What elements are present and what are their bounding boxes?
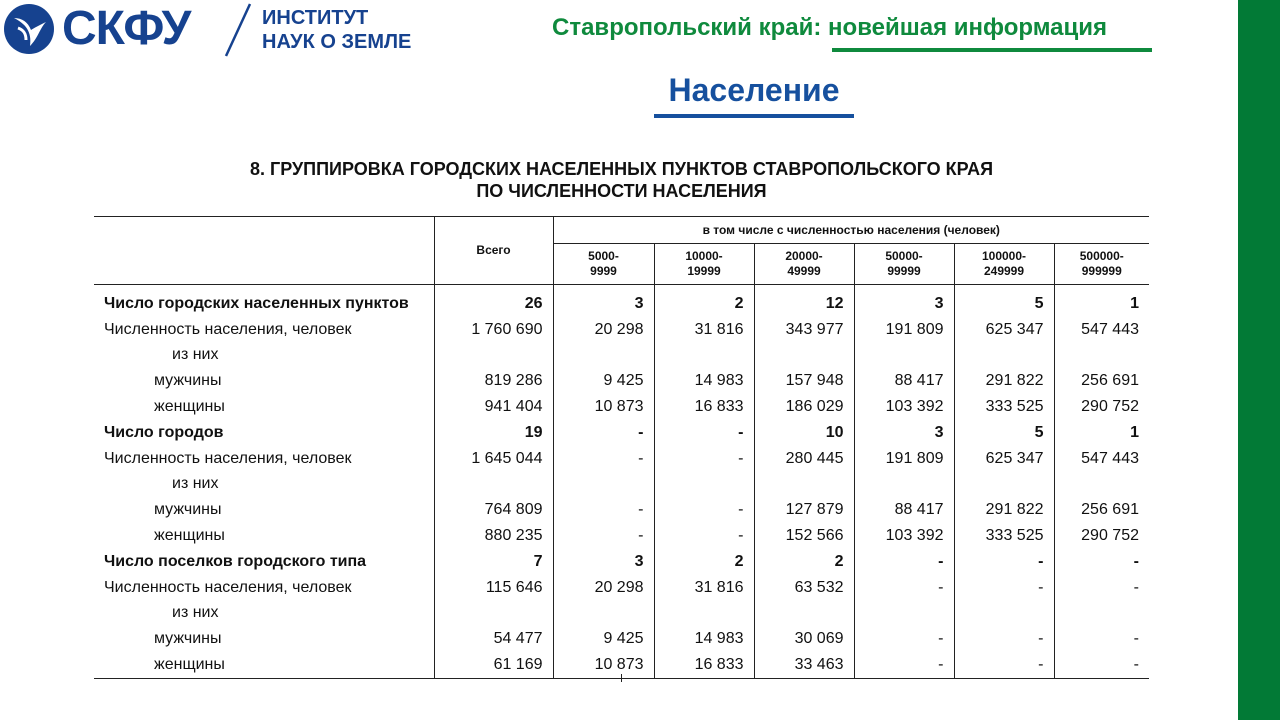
- cell-range-0: 9 425: [553, 368, 654, 394]
- row-label: мужчины: [154, 630, 222, 648]
- cell-range-4: [954, 343, 1054, 369]
- cell-range-1: [654, 472, 754, 498]
- range-header-part: 49999: [787, 264, 821, 278]
- table-row: [94, 601, 1149, 627]
- cell-total: 19: [434, 420, 553, 446]
- cell-range-1: [654, 601, 754, 627]
- table-row: [94, 549, 1149, 575]
- cell-range-2: [754, 472, 854, 498]
- table-title: [94, 158, 1149, 202]
- cell-range-0: [553, 343, 654, 369]
- cell-range-1: 16 833: [654, 394, 754, 420]
- cell-range-0: 9 425: [553, 626, 654, 652]
- cell-range-2: 280 445: [754, 446, 854, 472]
- logo-wordmark: СКФУ: [62, 2, 191, 55]
- row-label: Численность населения, человек: [104, 449, 352, 467]
- cell-total: 819 286: [434, 368, 553, 394]
- cell-range-4: 625 347: [954, 446, 1054, 472]
- range-header-part: 99999: [887, 264, 921, 278]
- cell-range-1: 14 983: [654, 368, 754, 394]
- cell-range-5: [1054, 343, 1149, 369]
- cell-range-1: -: [654, 497, 754, 523]
- cell-range-3: [854, 472, 954, 498]
- right-accent-bar: [1238, 0, 1280, 720]
- header-total: Всего: [434, 217, 553, 285]
- cell-range-1: 2: [654, 549, 754, 575]
- row-label: из них: [172, 604, 219, 622]
- range-header-part: 10000-: [685, 249, 723, 263]
- cell-range-2: [754, 601, 854, 627]
- cell-total: [434, 472, 553, 498]
- table-row: [94, 285, 1149, 317]
- university-logo: [4, 4, 190, 54]
- table-row: [94, 497, 1149, 523]
- cell-range-1: 31 816: [654, 575, 754, 601]
- row-label: из них: [172, 475, 219, 493]
- row-label: мужчины: [154, 372, 222, 390]
- cell-range-4: [954, 472, 1054, 498]
- range-header-1: [654, 244, 754, 285]
- cell-range-2: 63 532: [754, 575, 854, 601]
- range-header-part: 249999: [983, 264, 1025, 278]
- range-header-0: [553, 244, 654, 285]
- cell-range-5: 547 443: [1054, 317, 1149, 343]
- cell-range-2: 12: [754, 285, 854, 317]
- cell-range-2: 157 948: [754, 368, 854, 394]
- cell-range-3: 103 392: [854, 523, 954, 549]
- cell-range-5: -: [1054, 575, 1149, 601]
- table-title-line-1: 8. ГРУППИРОВКА ГОРОДСКИХ НАСЕЛЕННЫХ ПУНКТОВ СТАВРОПОЛЬСКОГО КРАЯ: [249, 159, 994, 179]
- cell-total: 115 646: [434, 575, 553, 601]
- cell-range-4: 291 822: [954, 497, 1054, 523]
- row-label: из них: [172, 346, 219, 364]
- cell-range-0: 10 873: [553, 652, 654, 678]
- table-row: [94, 317, 1149, 343]
- table-body: [94, 285, 1149, 679]
- table-row: [94, 368, 1149, 394]
- cell-total: [434, 343, 553, 369]
- cell-range-5: 547 443: [1054, 446, 1149, 472]
- table-row: [94, 343, 1149, 369]
- cell-range-2: [754, 343, 854, 369]
- cell-range-5: 290 752: [1054, 394, 1149, 420]
- cell-range-2: 343 977: [754, 317, 854, 343]
- cell-range-4: -: [954, 575, 1054, 601]
- cell-range-5: [1054, 601, 1149, 627]
- cell-range-1: 31 816: [654, 317, 754, 343]
- range-header-part: 20000-: [785, 249, 823, 263]
- cell-range-5: -: [1054, 626, 1149, 652]
- logo-divider: [220, 2, 254, 58]
- cell-total: 61 169: [434, 652, 553, 678]
- cell-total: [434, 601, 553, 627]
- table-row: [94, 472, 1149, 498]
- cell-range-2: 152 566: [754, 523, 854, 549]
- range-header-3: [854, 244, 954, 285]
- cell-range-4: 625 347: [954, 317, 1054, 343]
- cell-range-4: -: [954, 626, 1054, 652]
- cell-range-3: 3: [854, 285, 954, 317]
- cell-total: 941 404: [434, 394, 553, 420]
- cell-total: 54 477: [434, 626, 553, 652]
- cell-total: 764 809: [434, 497, 553, 523]
- section-underline: [654, 114, 854, 118]
- cell-range-4: 333 525: [954, 394, 1054, 420]
- cell-range-2: 127 879: [754, 497, 854, 523]
- range-header-part: 19999: [687, 264, 721, 278]
- cell-range-5: [1054, 472, 1149, 498]
- cell-range-0: 20 298: [553, 317, 654, 343]
- cell-range-1: -: [654, 523, 754, 549]
- row-label: Число поселков городского типа: [104, 552, 367, 570]
- row-label: женщины: [154, 656, 225, 674]
- institute-line-2: НАУК О ЗЕМЛЕ: [262, 31, 412, 53]
- cell-range-1: [654, 343, 754, 369]
- table-title-line-2: ПО ЧИСЛЕННОСТИ НАСЕЛЕНИЯ: [476, 181, 767, 201]
- institute-name: [262, 6, 411, 54]
- table-row: [94, 446, 1149, 472]
- cell-range-2: 186 029: [754, 394, 854, 420]
- header-underline: [832, 48, 1152, 52]
- cell-range-5: 256 691: [1054, 497, 1149, 523]
- cell-range-2: 30 069: [754, 626, 854, 652]
- cell-range-4: 5: [954, 420, 1054, 446]
- header-group: в том числе с численностью населения (человек): [553, 217, 1149, 244]
- cell-range-0: -: [553, 446, 654, 472]
- section-title: Население: [668, 72, 840, 108]
- cell-range-0: 3: [553, 285, 654, 317]
- range-header-part: 100000-: [981, 249, 1027, 263]
- range-header-part: 5000-: [588, 249, 619, 263]
- cell-range-5: -: [1054, 549, 1149, 575]
- cell-range-0: -: [553, 523, 654, 549]
- cell-range-3: [854, 343, 954, 369]
- cell-range-0: 3: [553, 549, 654, 575]
- cell-range-0: -: [553, 497, 654, 523]
- range-header-part: 999999: [1081, 264, 1122, 278]
- cell-range-4: 5: [954, 285, 1054, 317]
- row-label: Численность населения, человек: [104, 320, 352, 338]
- cell-range-4: 291 822: [954, 368, 1054, 394]
- cell-range-1: -: [654, 446, 754, 472]
- cell-range-1: 16 833: [654, 652, 754, 678]
- cell-total: 880 235: [434, 523, 553, 549]
- range-header-part: 50000-: [885, 249, 923, 263]
- cell-range-2: 33 463: [754, 652, 854, 678]
- cell-range-3: -: [854, 652, 954, 678]
- cell-range-2: 2: [754, 549, 854, 575]
- table-row: [94, 575, 1149, 601]
- range-header-2: [754, 244, 854, 285]
- row-label: женщины: [154, 398, 225, 416]
- cell-range-5: 1: [1054, 420, 1149, 446]
- table-row: [94, 523, 1149, 549]
- cell-range-0: [553, 472, 654, 498]
- table-row: [94, 394, 1149, 420]
- population-table: [94, 216, 1149, 679]
- cell-range-0: 20 298: [553, 575, 654, 601]
- cell-range-3: 88 417: [854, 497, 954, 523]
- cell-range-3: -: [854, 575, 954, 601]
- cell-total: 26: [434, 285, 553, 317]
- cell-range-3: 191 809: [854, 317, 954, 343]
- cell-range-3: -: [854, 626, 954, 652]
- cell-range-4: -: [954, 549, 1054, 575]
- range-header-part: 500000-: [1079, 249, 1124, 263]
- row-label: мужчины: [154, 501, 222, 519]
- cell-range-4: 333 525: [954, 523, 1054, 549]
- row-label: Численность населения, человек: [104, 578, 352, 596]
- row-label: женщины: [154, 527, 225, 545]
- cell-range-5: 290 752: [1054, 523, 1149, 549]
- table-row: [94, 626, 1149, 652]
- table-footer-tick: [621, 674, 622, 682]
- cell-range-3: [854, 601, 954, 627]
- header-title: Ставропольский край: новейшая информация: [552, 14, 1107, 41]
- cell-range-2: 10: [754, 420, 854, 446]
- cell-total: 1 645 044: [434, 446, 553, 472]
- cell-range-3: 3: [854, 420, 954, 446]
- range-header-5: [1054, 244, 1149, 285]
- cell-range-4: [954, 601, 1054, 627]
- eagle-emblem-icon: [4, 4, 54, 54]
- cell-range-0: -: [553, 420, 654, 446]
- cell-range-3: 191 809: [854, 446, 954, 472]
- table-row: [94, 420, 1149, 446]
- cell-range-1: 2: [654, 285, 754, 317]
- range-header-part: 9999: [590, 264, 617, 278]
- row-label: Число городов: [104, 423, 224, 441]
- cell-range-3: 88 417: [854, 368, 954, 394]
- header-blank-cell: [94, 217, 434, 285]
- cell-range-4: -: [954, 652, 1054, 678]
- cell-range-1: 14 983: [654, 626, 754, 652]
- cell-range-3: 103 392: [854, 394, 954, 420]
- cell-total: 1 760 690: [434, 317, 553, 343]
- row-label: Число городских населенных пунктов: [104, 294, 409, 312]
- range-header-4: [954, 244, 1054, 285]
- cell-range-5: 256 691: [1054, 368, 1149, 394]
- cell-range-5: -: [1054, 652, 1149, 678]
- cell-total: 7: [434, 549, 553, 575]
- cell-range-3: -: [854, 549, 954, 575]
- cell-range-1: -: [654, 420, 754, 446]
- cell-range-0: [553, 601, 654, 627]
- cell-range-5: 1: [1054, 285, 1149, 317]
- cell-range-0: 10 873: [553, 394, 654, 420]
- institute-line-1: ИНСТИТУТ: [262, 7, 369, 29]
